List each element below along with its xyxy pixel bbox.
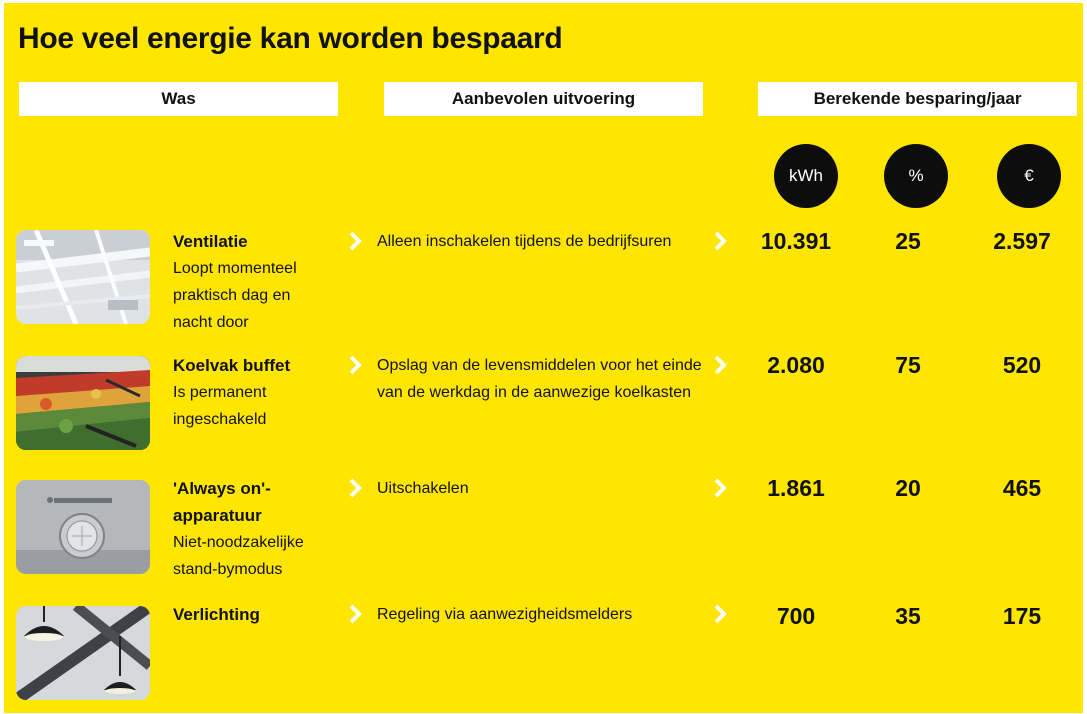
chevron-right-icon: [713, 604, 727, 624]
chevron-right-icon: [348, 478, 362, 498]
was-description: Loopt momenteel praktisch dag en nacht door: [173, 260, 297, 331]
euro-value: 2.597: [993, 228, 1051, 254]
unit-percent-badge: %: [884, 144, 948, 208]
euro-value: 175: [1002, 603, 1042, 629]
kwh-value: 1.861: [767, 475, 825, 501]
kwh-value: 2.080: [767, 352, 825, 378]
recommendation-text: Opslag van de levensmiddelen voor het einde van de werkdag in de aanwezige koelkasten: [377, 357, 702, 401]
chevron-right-icon: [713, 231, 727, 251]
ventilation-photo: [16, 230, 150, 324]
euro-value: 520: [1002, 352, 1042, 378]
was-description: Niet-noodzakelijke stand-bymodus: [173, 534, 304, 578]
euro-value: 465: [1002, 475, 1042, 501]
lighting-photo: [16, 606, 150, 700]
recommendation-text: Regeling via aanwezigheidsmelders: [377, 606, 633, 623]
chevron-right-icon: [713, 355, 727, 375]
was-title: Ventilatie: [173, 232, 248, 251]
recommendation-text: Uitschakelen: [377, 480, 469, 497]
percent-value: 75: [895, 352, 921, 378]
was-description: Is permanent ingeschakeld: [173, 384, 267, 428]
unit-kwh-badge: kWh: [774, 144, 838, 208]
chevron-right-icon: [713, 478, 727, 498]
chevron-right-icon: [348, 231, 362, 251]
was-title: Koelvak buffet: [173, 356, 291, 375]
percent-value: 20: [895, 475, 921, 501]
header-savings: Berekende besparing/jaar: [758, 82, 1077, 116]
kwh-value: 10.391: [760, 228, 832, 254]
header-recommended: Aanbevolen uitvoering: [384, 82, 703, 116]
was-title: Verlichting: [173, 605, 260, 624]
buffet-photo: [16, 356, 150, 450]
header-was: Was: [19, 82, 338, 116]
percent-value: 25: [895, 228, 921, 254]
was-title: 'Always on'-apparatuur: [173, 479, 271, 525]
unit-euro-badge: €: [997, 144, 1061, 208]
percent-value: 35: [895, 603, 921, 629]
kwh-value: 700: [776, 603, 816, 629]
recommendation-text: Alleen inschakelen tijdens de bedrijfsuren: [377, 233, 672, 250]
page-title: Hoe veel energie kan worden bespaard: [18, 22, 563, 55]
chevron-right-icon: [348, 604, 362, 624]
appliance-photo: [16, 480, 150, 574]
chevron-right-icon: [348, 355, 362, 375]
